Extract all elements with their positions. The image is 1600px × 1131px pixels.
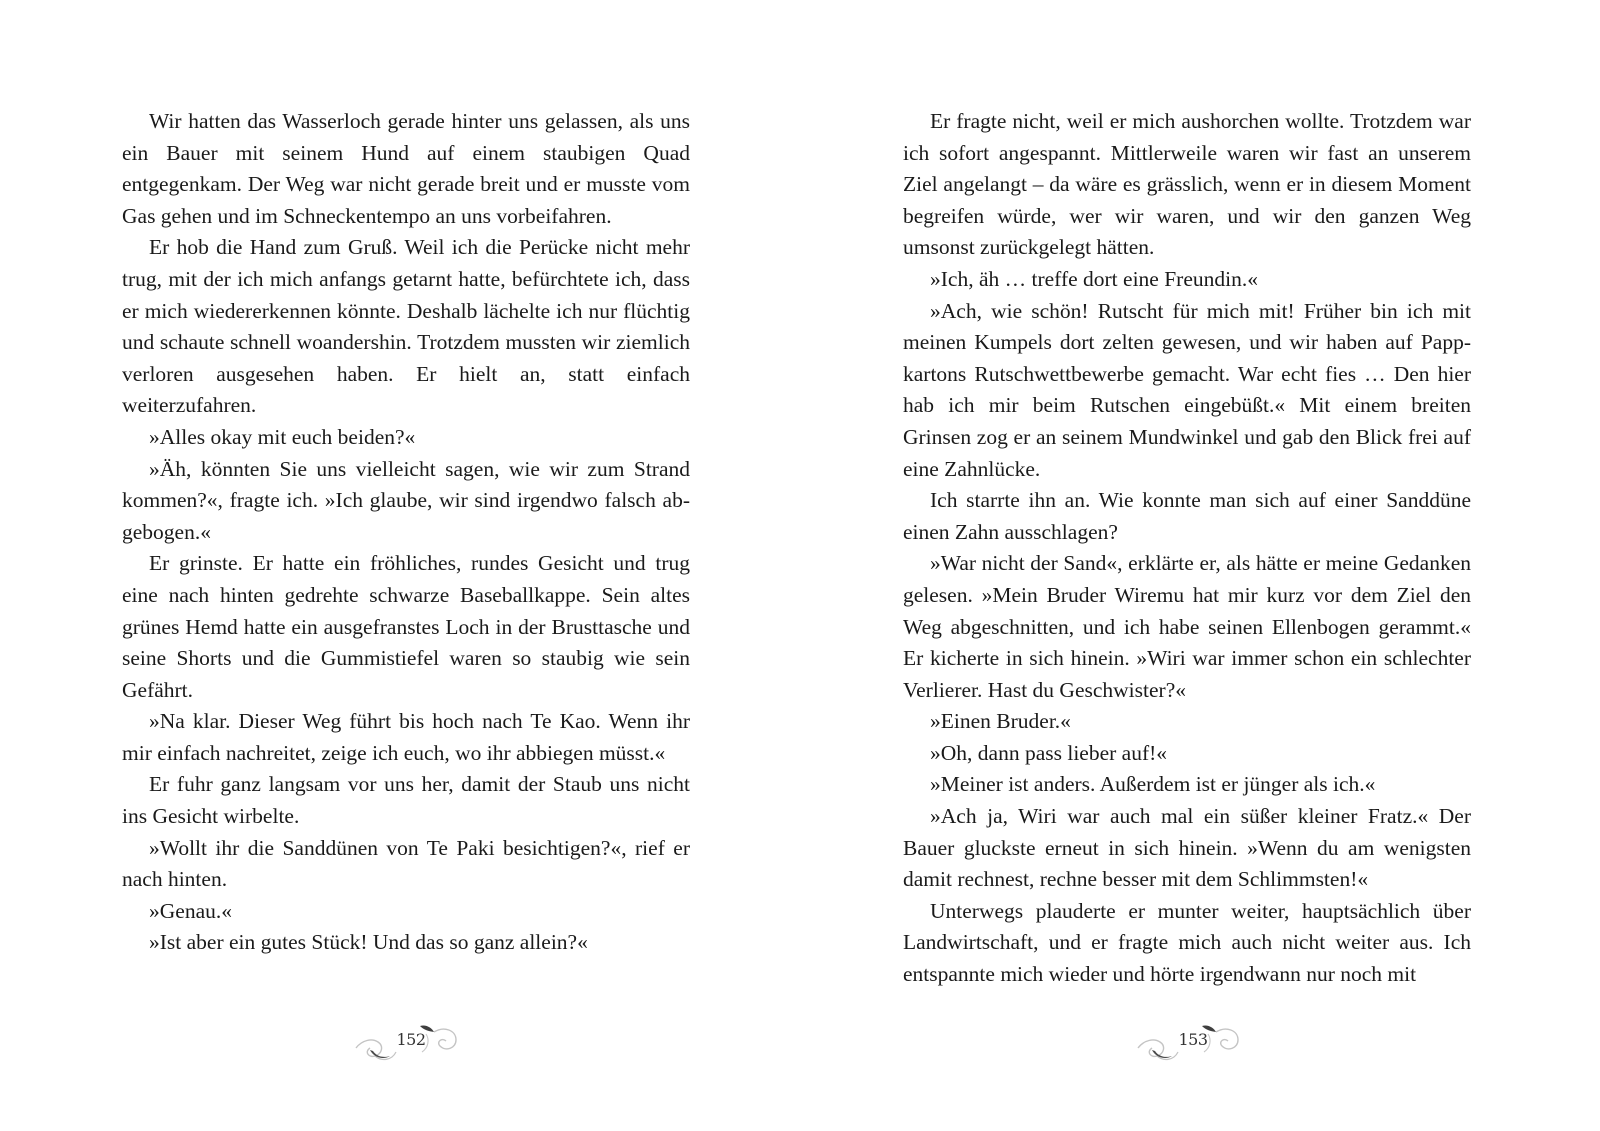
- paragraph: Er fragte nicht, weil er mich aushorchen wollte. Trotzdem war ich sofort angespannt. Mittlerweile waren wir fast an unserem Ziel angelangt – da wäre es grässlich, wenn er in diesem Moment begreifen würde, wer wir waren, und wir den ganzen Weg umsonst zurückgelegt hätten.: [903, 109, 1471, 260]
- page-number-left: [348, 1022, 478, 1070]
- paragraph: Er fuhr ganz langsam vor uns her, damit der Staub uns nicht ins Gesicht wirbelte.: [122, 772, 690, 829]
- paragraph: »Äh, könnten Sie uns vielleicht sagen, wie wir zum Strand kommen?«, fragte ich. »Ich glaube, wir sind irgendwo falsch abgebogen.«: [122, 456, 690, 544]
- paragraph: Er grinste. Er hatte ein fröhliches, rundes Gesicht und trug eine nach hinten gedrehte schwarze Baseballkappe. Sein altes grünes Hemd hatte ein ausgefranstes Loch in der Brusttasche und seine Shorts und die Gummistiefel waren so staubig wie sein Gefährt.: [122, 551, 690, 702]
- paragraph: »Einen Bruder.«: [930, 709, 1071, 734]
- left-page: [122, 106, 690, 959]
- paragraph: »Wollt ihr die Sanddünen von Te Paki besichtigen?«, rief er nach hinten.: [122, 835, 690, 892]
- paragraph: »War nicht der Sand«, erklärte er, als hätte er meine Gedanken gelesen. »Mein Bruder Wiremu hat mir kurz vor dem Ziel den Weg abgeschnitten, und ich habe seinen Ellenbogen gerammt.« Er kicherte in sich hinein. »Wiri war immer schon ein schlechter Verlierer. Hast du Geschwister?«: [903, 551, 1471, 702]
- paragraph: Wir hatten das Wasserloch gerade hinter uns gelassen, als uns ein Bauer mit seinem Hund auf einem staubigen Quad entgegenkam. Der Weg war nicht gerade breit und er musste vom Gas gehen und im Schneckentempo an uns vorbeifahren.: [122, 109, 690, 228]
- paragraph: »Ist aber ein gutes Stück! Und das so ganz allein?«: [149, 930, 588, 955]
- paragraph: »Ach ja, Wiri war auch mal ein süßer kleiner Fratz.« Der Bauer gluckste erneut in sich hinein. »Wenn du am wenigsten damit rechnest, rechne besser mit dem Schlimmsten!«: [903, 804, 1471, 892]
- page-number-right: [1130, 1022, 1260, 1070]
- right-page: [903, 106, 1471, 991]
- paragraph: »Alles okay mit euch beiden?«: [149, 424, 416, 449]
- paragraph: Ich starrte ihn an. Wie konnte man sich auf einer Sanddüne einen Zahn ausschlagen?: [903, 488, 1471, 544]
- page-number: 153: [1178, 1030, 1208, 1049]
- paragraph: »Ich, äh … treffe dort eine Freundin.«: [930, 266, 1258, 291]
- paragraph: »Na klar. Dieser Weg führt bis hoch nach Te Kao. Wenn ihr mir einfach nachreitet, zeige ich euch, wo ihr abbiegen müsst.«: [122, 709, 690, 765]
- paragraph: Unterwegs plauderte er munter weiter, hauptsächlich über Landwirtschaft, und er fragte mich auch nicht weiter aus. Ich entspannte mich wieder und hörte irgendwann nur noch mit: [903, 898, 1471, 987]
- paragraph: »Ach, wie schön! Rutscht für mich mit! Früher bin ich mit meinen Kumpels dort zelten gewesen, und wir haben auf Pappkartons Rutschwettbewerbe gemacht. War echt fies … Den hier hab ich mir beim Rutschen eingebüßt.« Mit einem breiten Grinsen zog er an seinem Mundwinkel und gab den Blick frei auf eine Zahnlücke.: [903, 298, 1471, 481]
- page-number: 152: [396, 1030, 426, 1049]
- paragraph: »Genau.«: [149, 898, 232, 923]
- paragraph: Er hob die Hand zum Gruß. Weil ich die Perücke nicht mehr trug, mit der ich mich anfangs getarnt hatte, befürchtete ich, dass er mich wiedererkennen könnte. Deshalb lächelte ich nur flüchtig und schaute schnell woandershin. Trotzdem mussten wir ziemlich verloren ausgesehen haben. Er hielt an, statt einfach weiterzufahren.: [122, 235, 690, 418]
- paragraph: »Oh, dann pass lieber auf!«: [930, 740, 1168, 765]
- paragraph: »Meiner ist anders. Außerdem ist er jünger als ich.«: [930, 772, 1376, 797]
